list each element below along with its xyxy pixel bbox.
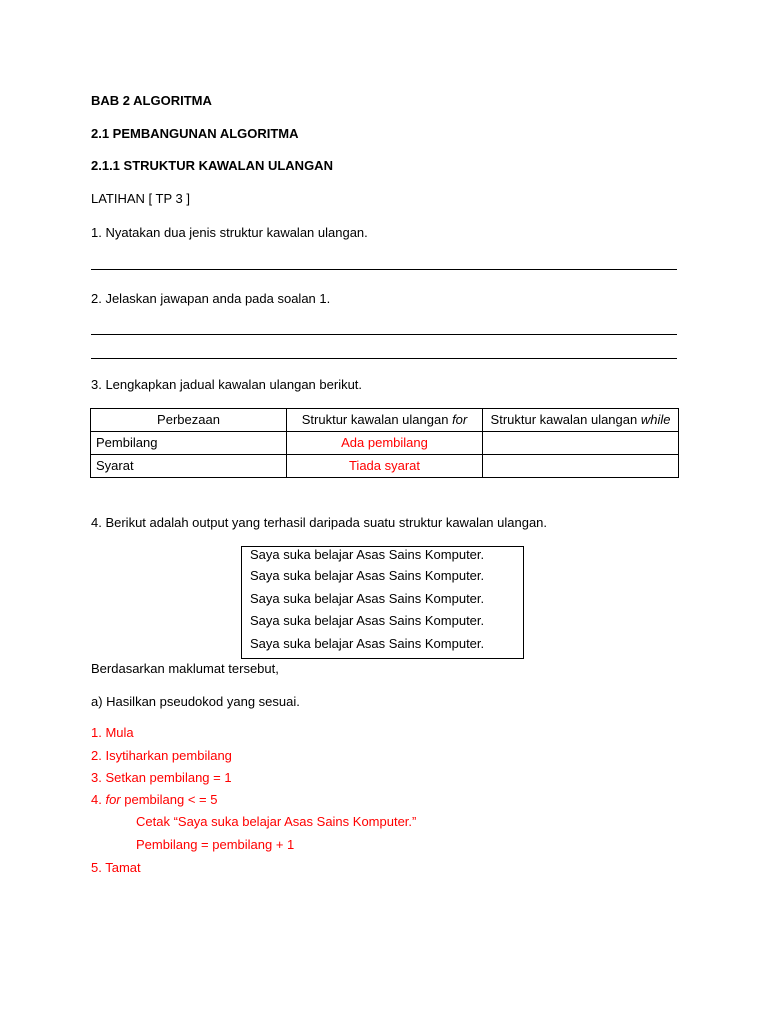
output-line: Saya suka belajar Asas Sains Komputer. (250, 568, 485, 583)
answer-line-3[interactable] (91, 358, 677, 359)
subsection-title: 2.1.1 STRUKTUR KAWALAN ULANGAN (91, 158, 333, 173)
answer-line-1[interactable] (91, 269, 677, 270)
table-header-row (91, 409, 679, 432)
pseudo-step-4-print: Cetak “Saya suka belajar Asas Sains Komputer.” (136, 814, 417, 829)
question-4: 4. Berikut adalah output yang terhasil daripada suatu struktur kawalan ulangan. (91, 515, 548, 530)
pseudo-step-4: 4. for pembilang < = 5 (91, 792, 218, 807)
header-while: Struktur kawalan ulangan while (483, 409, 679, 432)
table-row (91, 455, 679, 478)
header-for: Struktur kawalan ulangan for (287, 409, 483, 432)
header-perbezaan: Perbezaan (91, 409, 287, 432)
pseudo-step-2: 2. Isytiharkan pembilang (91, 748, 232, 763)
section-title: 2.1 PEMBANGUNAN ALGORITMA (91, 126, 299, 141)
for-answer: Tiada syarat (287, 455, 483, 478)
while-answer-cell[interactable] (483, 455, 679, 478)
row-label: Pembilang (91, 432, 287, 455)
output-line: Saya suka belajar Asas Sains Komputer. (250, 547, 485, 562)
question-1: 1. Nyatakan dua jenis struktur kawalan ulangan. (91, 225, 368, 240)
part-a-prompt: a) Hasilkan pseudokod yang sesuai. (91, 694, 300, 709)
exercise-label: LATIHAN [ TP 3 ] (91, 191, 190, 206)
pseudo-step-5: 5. Tamat (91, 860, 141, 875)
chapter-title: BAB 2 ALGORITMA (91, 93, 212, 108)
comparison-table (90, 408, 679, 478)
pseudo-step-4-increment: Pembilang = pembilang + 1 (136, 837, 295, 852)
row-label: Syarat (91, 455, 287, 478)
answer-line-2[interactable] (91, 334, 677, 335)
pseudo-step-1: 1. Mula (91, 725, 134, 740)
output-line: Saya suka belajar Asas Sains Komputer. (250, 590, 485, 606)
while-answer-cell[interactable] (483, 432, 679, 455)
based-on-text: Berdasarkan maklumat tersebut, (91, 661, 279, 676)
table-row (91, 432, 679, 455)
output-line: Saya suka belajar Asas Sains Komputer. (250, 613, 485, 628)
output-box (241, 546, 524, 659)
output-line: Saya suka belajar Asas Sains Komputer. (250, 635, 485, 651)
pseudo-step-3: 3. Setkan pembilang = 1 (91, 770, 232, 785)
question-2: 2. Jelaskan jawapan anda pada soalan 1. (91, 291, 331, 306)
for-answer: Ada pembilang (287, 432, 483, 455)
question-3: 3. Lengkapkan jadual kawalan ulangan berikut. (91, 377, 363, 392)
